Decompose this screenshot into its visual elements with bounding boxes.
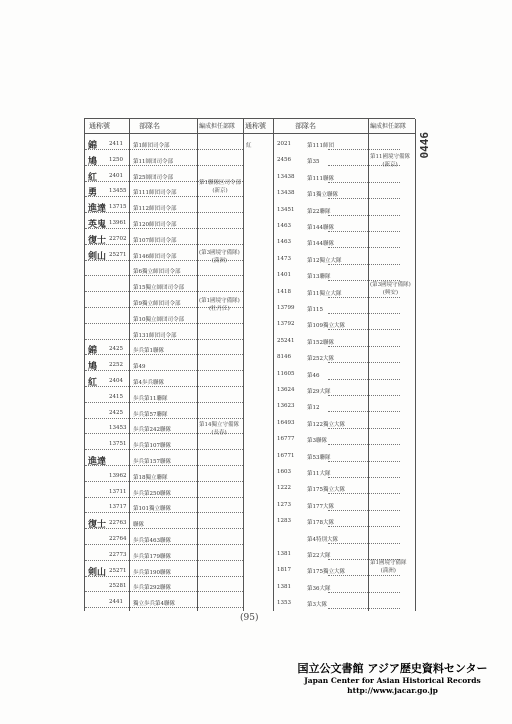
- unit-code: 進達: [88, 457, 107, 467]
- archive-footer: [280, 660, 505, 696]
- unit-name: 第107師団司令部: [133, 237, 177, 244]
- unit-code: 紅: [88, 378, 98, 388]
- unit-number: 13623: [277, 403, 295, 410]
- unit-number: 1463: [277, 223, 291, 229]
- unit-name: 歩兵第57聯隊: [133, 411, 168, 418]
- unit-number: 22773: [109, 551, 127, 558]
- unit-name: 歩兵第190聯隊: [133, 569, 171, 576]
- unit-name: 第101獨立聯隊: [133, 506, 171, 513]
- unit-name: 第4特別大隊: [307, 536, 338, 543]
- header-formation: 編成担任部隊: [199, 123, 236, 130]
- unit-code: 錦: [88, 346, 98, 357]
- unit-code: 復士: [88, 520, 107, 531]
- unit-number: 1381: [277, 551, 291, 557]
- formation-note: (第1國境守備隊) (牡丹江): [199, 298, 240, 312]
- document-id: 0446: [418, 132, 431, 159]
- row-divider: [328, 329, 400, 330]
- row-divider: [85, 386, 243, 387]
- unit-code: 紅: [88, 172, 98, 183]
- unit-name: 第111聯隊: [307, 175, 334, 182]
- unit-code: 鳩: [88, 362, 98, 373]
- header-rule: [85, 133, 415, 134]
- remarks-note: 第11國境守備隊 (新京): [370, 154, 410, 168]
- unit-number: 2425: [109, 346, 123, 353]
- unit-number: 1817: [277, 567, 291, 574]
- unit-number: 1418: [277, 288, 291, 295]
- unit-number: 13453: [109, 425, 127, 432]
- unit-name: 第53聯隊: [307, 454, 331, 461]
- row-divider: [328, 215, 400, 216]
- unit-number: 1250: [109, 156, 123, 163]
- unit-name: 第115: [307, 307, 323, 313]
- archive-name-en: Japan Center for Asian Historical Records: [304, 676, 481, 685]
- unit-name: 第11大隊: [307, 471, 331, 477]
- unit-name: 歩兵第250聯隊: [133, 490, 171, 497]
- unit-name: 第177大隊: [307, 503, 334, 510]
- unit-name: 第3聯隊: [307, 438, 327, 445]
- row-divider: [328, 149, 400, 150]
- unit-name: 第11師団司令部: [133, 158, 173, 165]
- unit-number: 1273: [277, 501, 291, 508]
- unit-name: 第1獨立聯隊: [307, 192, 338, 199]
- unit-name: 第175獨立大隊: [307, 487, 345, 494]
- unit-name: 第122獨立大隊: [307, 421, 345, 428]
- unit-name: 第25師団司令部: [133, 174, 173, 181]
- row-divider: [85, 244, 243, 245]
- header-remarks: 編成担任部隊: [370, 123, 407, 130]
- unit-name: 第13聯隊: [307, 274, 331, 281]
- row-divider: [328, 477, 400, 478]
- formation-note: 第14獨立守備隊 (長春): [199, 422, 239, 436]
- row-divider: [85, 418, 243, 419]
- unit-name: 第15獨立師団司令部: [133, 285, 184, 292]
- unit-code: 錦: [88, 141, 98, 151]
- unit-code: 進達: [88, 204, 107, 215]
- unit-number: 2411: [109, 141, 123, 147]
- unit-code: 紅: [246, 143, 252, 149]
- unit-name: 第22聯隊: [307, 208, 331, 215]
- row-divider: [328, 182, 400, 183]
- unit-number: 1603: [277, 469, 291, 475]
- unit-name: 歩兵第242聯隊: [133, 427, 171, 434]
- unit-number: 2456: [277, 157, 291, 164]
- unit-number: 13715: [109, 204, 127, 211]
- unit-number: 13717: [109, 504, 127, 511]
- unit-number: 2415: [109, 393, 123, 400]
- row-divider: [85, 323, 243, 324]
- unit-code: 鳩: [88, 156, 98, 167]
- row-divider: [328, 493, 400, 494]
- header-unit-code: 通称號: [89, 122, 110, 130]
- unit-name: 歩兵第292聯隊: [133, 585, 171, 592]
- header-unit-code-2: 通称號: [245, 122, 266, 130]
- unit-name: 第144聯隊: [307, 225, 334, 231]
- unit-name: 第144聯隊: [307, 241, 334, 248]
- unit-name: 第6獨立師団司令部: [133, 269, 181, 276]
- unit-name: 第36大隊: [307, 585, 331, 592]
- row-divider: [85, 402, 243, 403]
- header-unit-name: 部隊名: [139, 122, 160, 130]
- row-divider: [85, 339, 243, 340]
- unit-number: 2401: [109, 172, 123, 179]
- unit-name: 第146師団司令部: [133, 253, 177, 260]
- unit-number: 25281: [109, 583, 127, 590]
- row-divider: [328, 592, 400, 593]
- unit-name: 第22大隊: [307, 553, 331, 559]
- row-divider: [85, 354, 243, 355]
- unit-number: 8146: [277, 354, 291, 361]
- row-divider: [85, 149, 243, 150]
- unit-name: 第111師団司令部: [133, 190, 177, 197]
- unit-name: 第4歩兵聯隊: [133, 380, 164, 386]
- unit-number: 13438: [277, 173, 295, 180]
- unit-number: 13961: [109, 220, 127, 226]
- row-divider: [85, 196, 243, 197]
- page-number: (95): [240, 613, 259, 623]
- row-divider: [328, 264, 400, 265]
- row-divider: [328, 313, 400, 314]
- row-divider: [85, 528, 243, 529]
- unit-number: 2252: [109, 362, 123, 369]
- archive-url: http://www.jacar.go.jp: [347, 686, 438, 695]
- row-divider: [85, 212, 243, 213]
- formation-note: 第1聯隊区司令部 (新京): [199, 180, 241, 194]
- row-divider: [328, 411, 400, 412]
- unit-name: 第3大隊: [307, 602, 327, 609]
- unit-name: 歩兵第463聯隊: [133, 538, 171, 544]
- unit-name: 歩兵第157聯隊: [133, 459, 171, 465]
- row-divider: [328, 247, 400, 248]
- unit-name: 第10獨立師団司令部: [133, 316, 184, 323]
- unit-number: 2425: [109, 409, 123, 416]
- unit-number: 16771: [277, 452, 295, 459]
- unit-code: 剣山: [88, 251, 107, 262]
- unit-number: 25241: [277, 337, 295, 344]
- row-divider: [85, 465, 243, 466]
- unit-number: 13455: [109, 188, 127, 195]
- row-divider: [328, 575, 400, 576]
- row-divider: [328, 510, 400, 511]
- unit-name: 第175獨立大隊: [307, 569, 345, 576]
- unit-number: 13792: [277, 321, 295, 328]
- unit-number: 13799: [277, 305, 295, 311]
- row-divider: [85, 370, 243, 371]
- unit-number: 1381: [277, 583, 291, 590]
- row-divider: [85, 481, 243, 482]
- row-divider: [85, 607, 243, 608]
- unit-name: 第18獨立聯隊: [133, 474, 168, 481]
- unit-number: 22763: [109, 520, 127, 527]
- unit-name: 歩兵第11聯隊: [133, 395, 168, 402]
- row-divider: [328, 198, 400, 199]
- unit-name: 第29大隊: [307, 389, 331, 395]
- row-divider: [328, 346, 400, 347]
- row-divider: [328, 526, 400, 527]
- unit-name: 第35: [307, 159, 320, 166]
- unit-number: 13711: [109, 488, 127, 495]
- row-divider: [85, 275, 243, 276]
- unit-name: 第46: [307, 372, 320, 379]
- row-divider: [328, 428, 400, 429]
- unit-name: 獨立歩兵第4聯隊: [133, 601, 175, 608]
- row-divider: [85, 591, 243, 592]
- unit-name: 第12獨立大隊: [307, 257, 342, 264]
- unit-number: 2441: [109, 599, 123, 606]
- unit-number: 16493: [277, 419, 295, 426]
- formation-note: (第3國境守備隊) (満洲): [199, 250, 240, 264]
- unit-name: 歩兵第107聯隊: [133, 443, 171, 450]
- unit-name: 第252大隊: [307, 356, 334, 363]
- unit-name: 第109獨立大隊: [307, 323, 345, 330]
- unit-number: 1473: [277, 255, 291, 262]
- row-divider: [328, 231, 400, 232]
- row-divider: [85, 560, 243, 561]
- unit-name: 第111師団: [307, 143, 334, 149]
- row-divider: [85, 165, 243, 166]
- unit-number: 1222: [277, 485, 291, 492]
- archive-name-jp: 国立公文書館 アジア歴史資料センター: [297, 662, 488, 675]
- unit-number: 11605: [277, 370, 295, 377]
- row-divider: [328, 395, 400, 396]
- unit-code: 勇: [88, 188, 98, 199]
- unit-name: 第12: [307, 405, 320, 412]
- unit-number: 2404: [109, 378, 123, 384]
- row-divider: [328, 379, 400, 380]
- unit-name: 第112師団司令部: [133, 206, 177, 213]
- unit-code: 復士: [88, 235, 107, 246]
- row-divider: [85, 291, 243, 292]
- column-code-2: [243, 119, 274, 611]
- row-divider: [328, 444, 400, 445]
- row-divider: [328, 543, 400, 544]
- row-divider: [328, 608, 400, 609]
- row-divider: [85, 544, 243, 545]
- row-divider: [85, 449, 243, 450]
- unit-name: 歩兵第179聯隊: [133, 553, 171, 560]
- unit-number: 22764: [109, 536, 127, 542]
- row-divider: [85, 228, 243, 229]
- ledger-table: [84, 118, 415, 611]
- unit-number: 16777: [277, 436, 295, 443]
- unit-number: 13751: [109, 441, 127, 448]
- header-unit-name-2: 部隊名: [295, 122, 316, 130]
- column-remarks: [368, 119, 416, 611]
- unit-number: 13451: [277, 206, 295, 213]
- unit-code: 英鬼: [88, 220, 107, 230]
- row-divider: [328, 362, 400, 363]
- unit-name: 第178大隊: [307, 520, 334, 527]
- unit-number: 1401: [277, 272, 291, 279]
- unit-number: 13624: [277, 387, 295, 393]
- unit-name: 聯隊: [133, 522, 145, 529]
- unit-name: 第9獨立師団司令部: [133, 301, 181, 307]
- unit-number: 13438: [277, 190, 295, 197]
- unit-number: 25271: [109, 251, 127, 258]
- unit-name: 第49: [133, 364, 146, 371]
- unit-code: 剣山: [88, 567, 107, 578]
- unit-name: 第152聯隊: [307, 339, 334, 346]
- unit-number: 13962: [109, 472, 127, 479]
- remarks-note: 第1國境守備隊 (満洲): [370, 560, 407, 574]
- unit-number: 22702: [109, 235, 127, 242]
- row-divider: [85, 576, 243, 577]
- unit-number: 1463: [277, 239, 291, 246]
- unit-number: 1353: [277, 600, 291, 607]
- unit-name: 第120師団司令部: [133, 222, 177, 228]
- unit-number: 25271: [109, 567, 127, 574]
- row-divider: [85, 497, 243, 498]
- remarks-note: (第3國境守備隊) (興安): [370, 282, 411, 296]
- unit-name: 第1師団司令部: [133, 143, 170, 149]
- unit-name: 歩兵第1聯隊: [133, 348, 164, 355]
- unit-number: 1283: [277, 518, 291, 525]
- row-divider: [85, 512, 243, 513]
- row-divider: [328, 461, 400, 462]
- unit-name: 第11獨立大隊: [307, 290, 342, 297]
- unit-number: 2021: [277, 141, 291, 147]
- unit-name: 第131師団司令部: [133, 332, 177, 339]
